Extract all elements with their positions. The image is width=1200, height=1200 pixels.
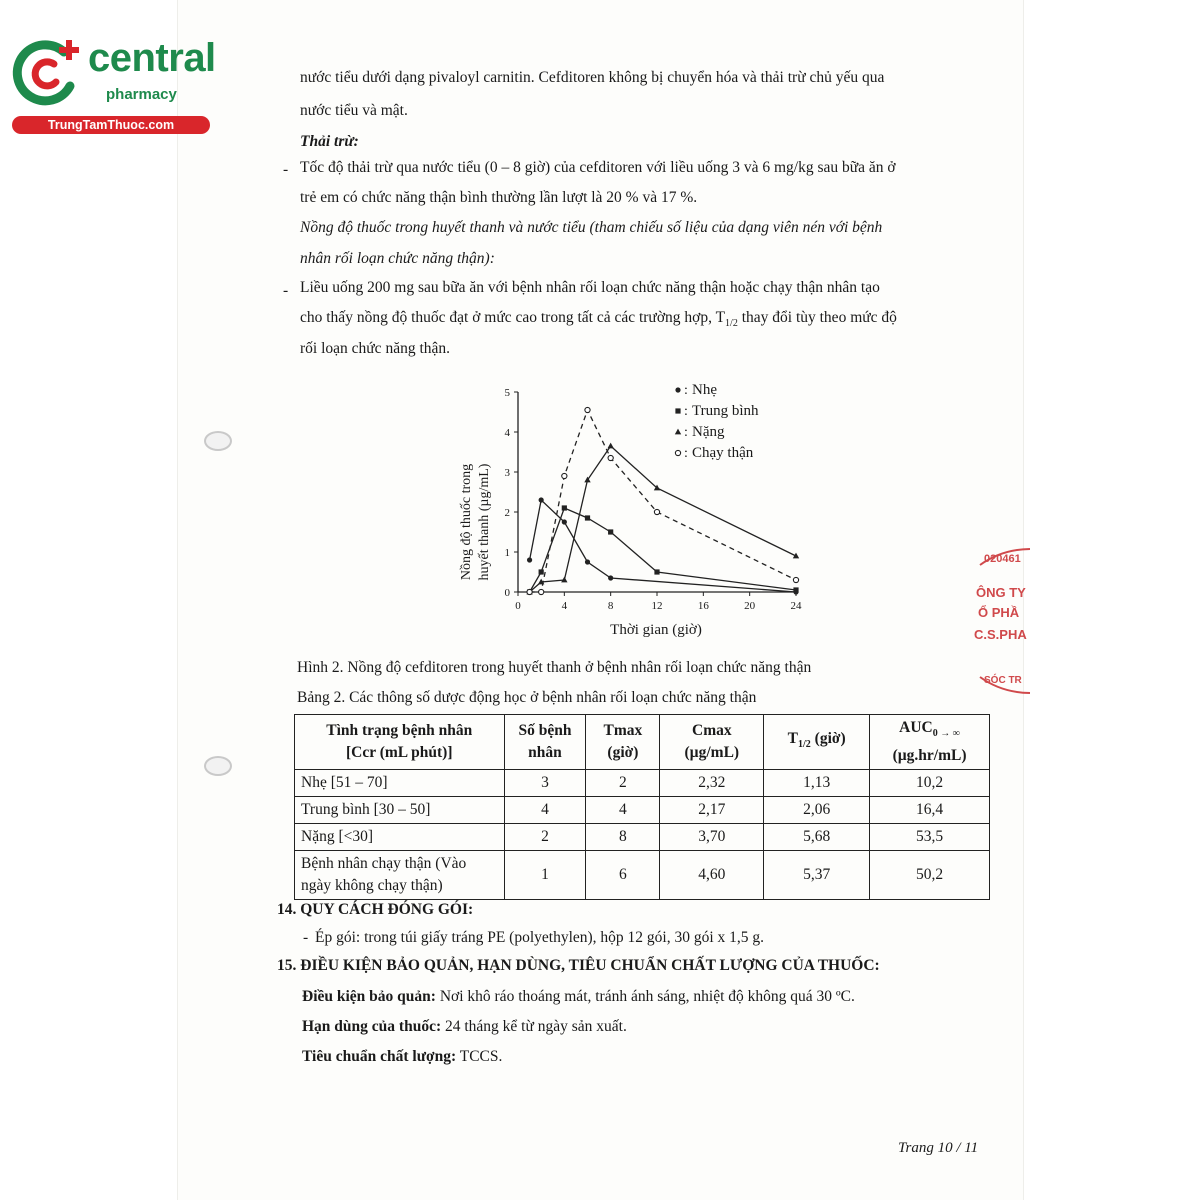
bullet-dash: -: [283, 161, 289, 178]
table-row: [295, 824, 990, 851]
legend-label: Trung bình: [692, 403, 759, 419]
table-row: [295, 797, 990, 824]
chart-x-tick-label: 24: [790, 600, 802, 612]
chart-y-tick-label: 1: [504, 547, 510, 559]
chart-point-0: [585, 559, 590, 564]
legend-marker: [675, 387, 680, 392]
chart-ylabel-1: Nồng độ thuốc trong: [459, 463, 474, 581]
chart-series-line-0: [530, 500, 796, 592]
chart-point-3: [539, 589, 544, 594]
legend-marker: [675, 429, 681, 435]
concentration-chart: [450, 382, 810, 642]
stamp-text: ÔNG TY: [976, 585, 1026, 600]
chart-point-3: [585, 407, 590, 412]
legend-label: Nặng: [692, 424, 725, 440]
binder-hole-bottom: [204, 756, 232, 776]
paragraph-line: [300, 308, 897, 334]
text-span: cho thấy nồng độ thuốc đạt ở mức cao trong tất cả các trường hợp, T: [300, 309, 726, 326]
packaging-item: Ép gói: trong túi giấy tráng PE (polyethylen), hộp 12 gói, 30 gói x 1,5 g.: [315, 929, 765, 946]
chart-point-1: [585, 515, 590, 520]
figure-caption: Hình 2. Nồng độ cefditoren trong huyết thanh ở bệnh nhân rối loạn chức năng thận: [297, 659, 812, 676]
chart-x-tick-label: 8: [607, 600, 614, 612]
table-caption: Bảng 2. Các thông số dược động học ở bệnh nhân rối loạn chức năng thận: [297, 689, 757, 706]
chart-x-tick-label: 4: [561, 600, 568, 612]
paragraph-line-italic: Nồng độ thuốc trong huyết thanh và nước tiểu (tham chiếu số liệu của dạng viên nén với bệnh: [300, 219, 883, 236]
logo-site-badge[interactable]: TrungTamThuoc.com: [12, 116, 210, 134]
chart-y-tick-label: 3: [504, 467, 510, 479]
legend-marker: [675, 450, 680, 455]
paragraph-line: nước tiểu dưới dạng pivaloyl carnitin. Cefditoren không bị chuyển hóa và thải trừ chủ yếu qua: [300, 69, 885, 86]
table-cell: 3: [504, 770, 586, 797]
table-cell: 10,2: [870, 770, 990, 797]
header-half-life: $T_{1/2}$ (giờ): [764, 715, 870, 770]
bullet-dash: -: [283, 282, 289, 299]
section-14-title: 14. QUY CÁCH ĐÓNG GÓI:: [277, 901, 474, 918]
legend-colon: :: [684, 425, 688, 440]
chart-series-line-2: [530, 446, 796, 592]
table-cell: 50,2: [870, 851, 990, 900]
stamp-text: 020461: [984, 553, 1021, 565]
table-cell: 2: [586, 770, 660, 797]
binder-hole-top: [204, 431, 232, 451]
chart-ylabel-2: huyết thanh (µg/mL): [477, 463, 492, 581]
chart-xlabel: Thời gian (giờ): [610, 622, 702, 638]
table-cell: 2,17: [660, 797, 764, 824]
table-cell: 2,06: [764, 797, 870, 824]
table-cell: Nhẹ [51 – 70]: [295, 770, 505, 797]
quality-standard-value: TCCS.: [456, 1048, 503, 1065]
table-cell: 4,60: [660, 851, 764, 900]
company-stamp: [972, 545, 1032, 695]
chart-point-0: [527, 557, 532, 562]
legend-label: Nhẹ: [692, 382, 717, 398]
header-patients: Số bệnh nhân: [504, 715, 586, 770]
chart-point-1: [562, 505, 567, 510]
stamp-text: SÓC TR: [984, 675, 1022, 686]
section-15-title: 15. ĐIỀU KIỆN BẢO QUẢN, HẠN DÙNG, TIÊU CHUẨN CHẤT LƯỢNG CỦA THUỐC:: [277, 957, 880, 974]
chart-y-tick-label: 5: [504, 387, 510, 399]
header-tmax: Tmax (giờ): [586, 715, 660, 770]
paragraph-line: trẻ em có chức năng thận bình thường lần lượt là 20 % và 17 %.: [300, 189, 698, 206]
stamp-text: C.S.PHA: [974, 627, 1027, 642]
table-cell: 4: [504, 797, 586, 824]
stamp-text: Ổ PHẦ: [978, 605, 1020, 620]
table-cell: 16,4: [870, 797, 990, 824]
quality-standard-line: [302, 1047, 502, 1067]
table-cell: Trung bình [30 – 50]: [295, 797, 505, 824]
chart-point-1: [654, 569, 659, 574]
brand-logo[interactable]: [10, 38, 215, 138]
table-cell: 8: [586, 824, 660, 851]
table-row: [295, 770, 990, 797]
text-span: thay đổi tùy theo mức độ: [737, 309, 897, 326]
table-cell: 4: [586, 797, 660, 824]
table-cell: 2,32: [660, 770, 764, 797]
chart-point-1: [793, 587, 798, 592]
table-cell: 2: [504, 824, 586, 851]
chart-point-3: [608, 455, 613, 460]
chart-x-tick-label: 0: [515, 600, 521, 612]
section-subheading: Thải trừ:: [300, 133, 359, 150]
chart-point-1: [539, 569, 544, 574]
legend-marker: [675, 408, 680, 413]
storage-label: Điều kiện bảo quản:: [302, 988, 436, 1005]
chart-point-2: [607, 443, 613, 449]
chart-x-tick-label: 20: [744, 600, 756, 612]
logo-sub-text: pharmacy: [106, 86, 177, 103]
chart-y-tick-label: 4: [504, 427, 510, 439]
table-cell: 1: [504, 851, 586, 900]
chart-x-tick-label: 16: [697, 600, 709, 612]
table-cell: 3,70: [660, 824, 764, 851]
paragraph-line: Liều uống 200 mg sau bữa ăn với bệnh nhân rối loạn chức năng thận hoặc chạy thận nhân tạo: [300, 279, 880, 296]
header-auc: $AUC_{0 \to \infty}$ (µg.hr/mL): [870, 715, 990, 770]
table-header-row: [295, 715, 990, 770]
table-row: [295, 851, 990, 900]
chart-y-tick-label: 0: [504, 587, 510, 599]
paragraph-line: nước tiểu và mật.: [300, 102, 408, 119]
storage-line: [302, 987, 855, 1007]
page-number: Trang 10 / 11: [898, 1140, 979, 1156]
header-condition: Tình trạng bệnh nhân [Ccr (mL phút)]: [295, 715, 505, 770]
legend-label: Chạy thận: [692, 445, 754, 461]
quality-standard-label: Tiêu chuẩn chất lượng:: [302, 1048, 457, 1065]
chart-point-3: [527, 589, 532, 594]
legend-colon: :: [684, 383, 688, 398]
central-logo-icon: [10, 38, 88, 110]
table-cell: 53,5: [870, 824, 990, 851]
paragraph-line-italic: nhân rối loạn chức năng thận):: [300, 250, 495, 267]
shelf-life-value: 24 tháng kể từ ngày sản xuất.: [441, 1018, 627, 1035]
chart-point-3: [793, 577, 798, 582]
chart-point-0: [608, 575, 613, 580]
pk-table: [294, 714, 990, 900]
chart-point-2: [561, 577, 567, 583]
table-cell: Bệnh nhân chạy thận (Vào ngày không chạy thận): [295, 851, 505, 900]
paragraph-line: Tốc độ thải trừ qua nước tiểu (0 – 8 giờ) của cefditoren với liều uống 3 và 6 mg/kg sau bữa ăn ở: [300, 159, 896, 176]
chart-y-tick-label: 2: [504, 507, 510, 519]
table-cell: 5,37: [764, 851, 870, 900]
chart-x-tick-label: 12: [651, 600, 663, 612]
legend-colon: :: [684, 404, 688, 419]
header-cmax: Cmax (µg/mL): [660, 715, 764, 770]
shelf-life-label: Hạn dùng của thuốc:: [302, 1018, 442, 1035]
paragraph-line: rối loạn chức năng thận.: [300, 340, 451, 357]
bullet-dash: -: [303, 929, 309, 946]
chart-point-1: [608, 529, 613, 534]
table-cell: 1,13: [764, 770, 870, 797]
logo-brand-text: central: [88, 36, 216, 80]
chart-series-line-3: [530, 410, 796, 592]
table-cell: 5,68: [764, 824, 870, 851]
table-cell: 6: [586, 851, 660, 900]
shelf-life-line: [302, 1017, 627, 1037]
chart-point-0: [562, 519, 567, 524]
chart-point-3: [654, 509, 659, 514]
chart-point-3: [562, 473, 567, 478]
legend-colon: :: [684, 446, 688, 461]
subscript: 1/2: [725, 318, 738, 330]
storage-value: Nơi khô ráo thoáng mát, tránh ánh sáng, nhiệt độ không quá 30 ºC.: [435, 988, 855, 1005]
chart-point-0: [539, 497, 544, 502]
chart-series-line-1: [530, 508, 796, 592]
table-cell: Nặng [<30]: [295, 824, 505, 851]
